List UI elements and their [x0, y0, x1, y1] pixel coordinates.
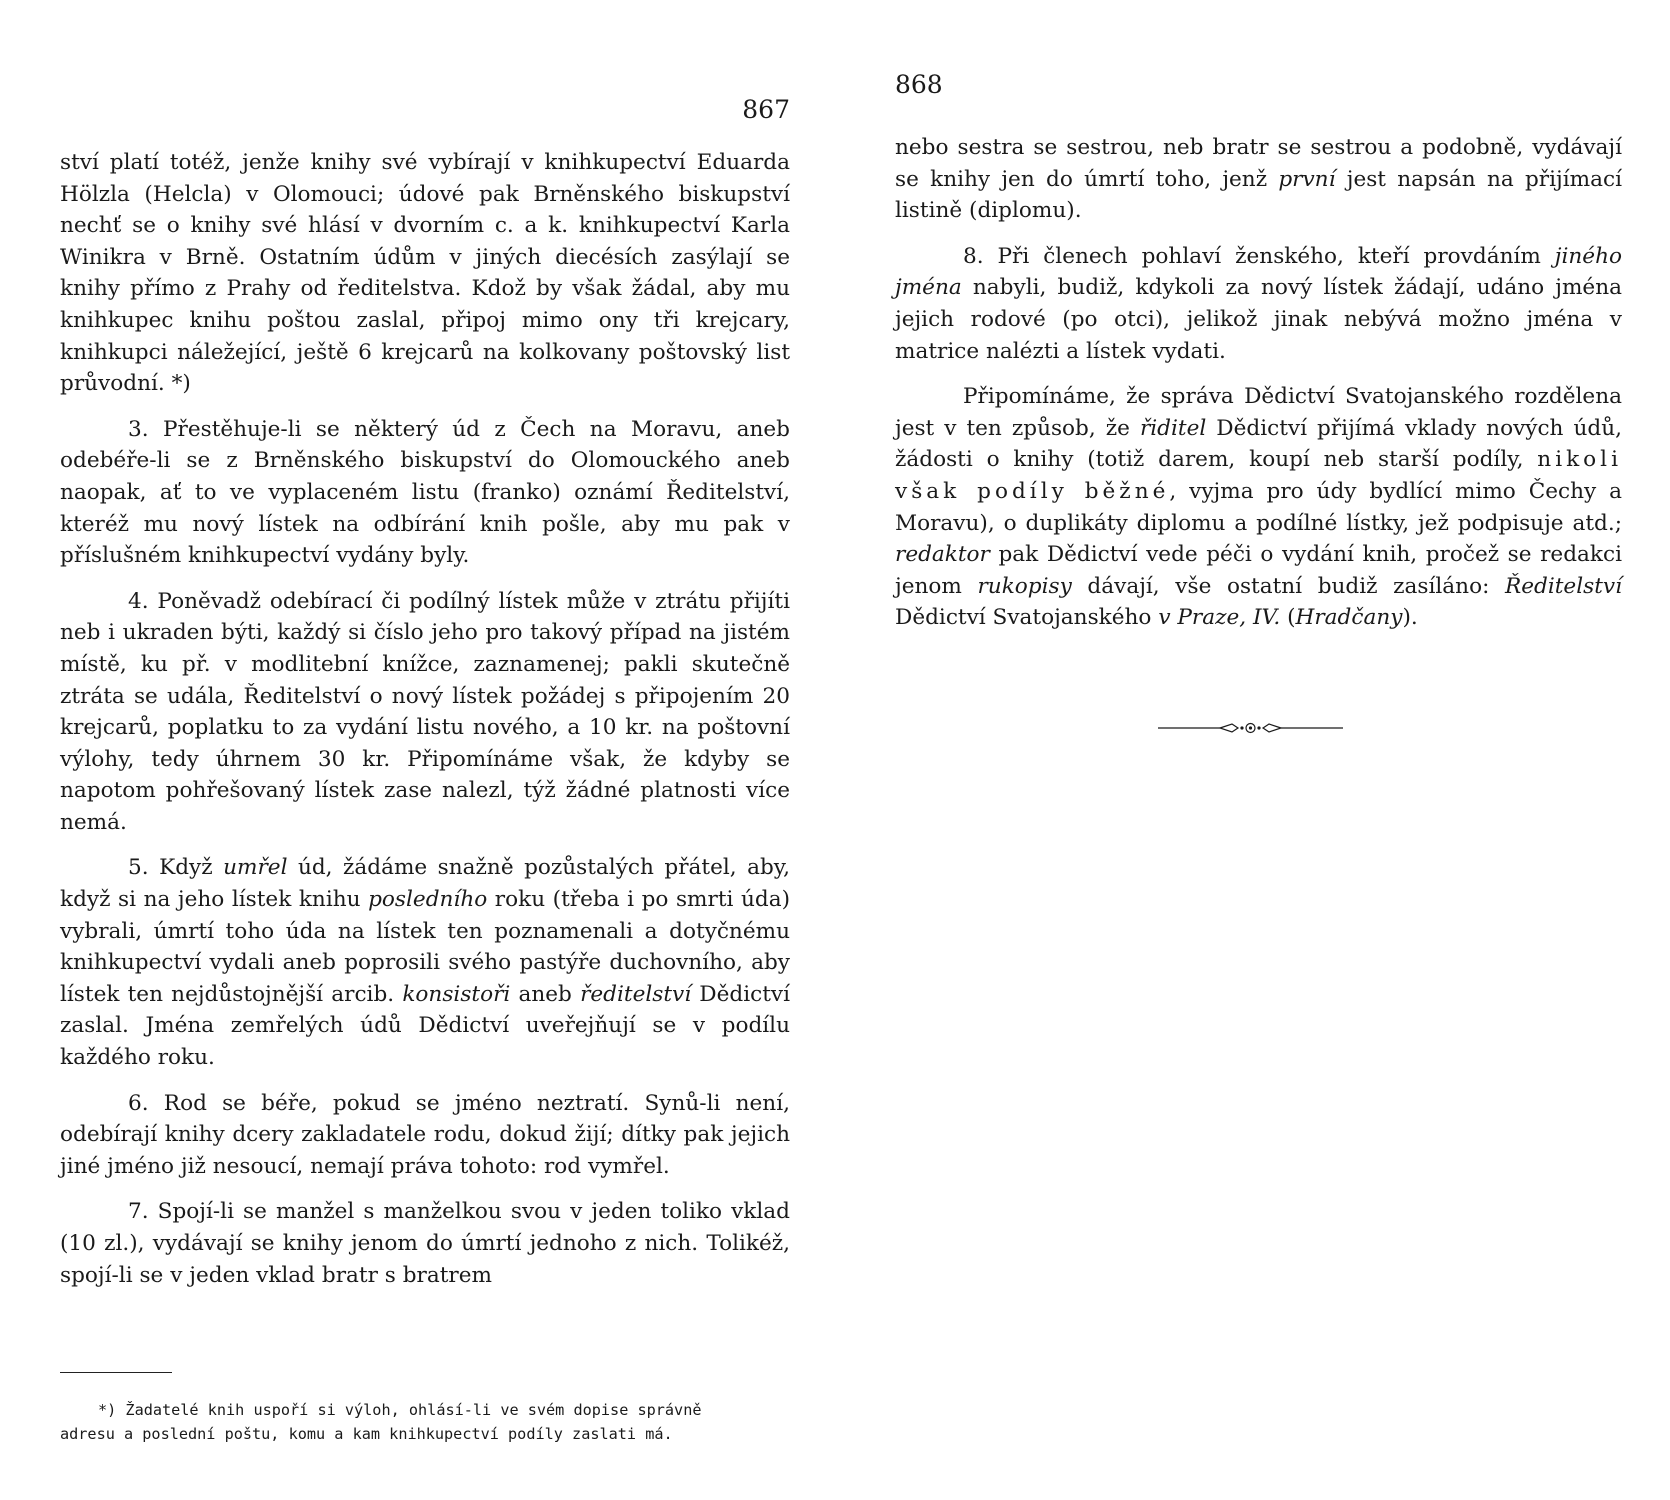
- text-run: nabyli, budiž, kdykoli za nový lístek žádají, udáno jména jejich rodové (po otci), jelikož jinak nebývá možno jména v matrice nalézti a lístek vydati.: [895, 275, 1622, 364]
- text-run: pak Dědictví vede péči o vydání knih, pročež se redakci jenom: [895, 542, 1622, 599]
- page-number-left: 867: [742, 95, 790, 124]
- footnote: [60, 1398, 800, 1446]
- text-run: Dědictví Svatojanského: [895, 605, 1159, 631]
- italic-run: redaktor: [895, 542, 990, 568]
- text-run: úd, žádáme snažně pozůstalých přátel, aby, když si na jeho lístek knihu: [60, 855, 790, 913]
- italic-run: Hradčany: [1295, 605, 1403, 631]
- text-run: ).: [1402, 605, 1418, 631]
- italic-run: v Praze, IV.: [1158, 605, 1281, 631]
- text-run: 8. Při členech pohlaví ženského, kteří provdáním: [963, 243, 1555, 269]
- right-column: [895, 132, 1622, 648]
- text-run: 5. Když: [128, 855, 224, 881]
- spaced-run: nikoli však podíly běžné: [895, 447, 1622, 504]
- paragraph-3: 3. Přestěhuje-li se některý úd z Čech na Moravu, aneb odebéře-li se z Brněnského biskupství do Olomouckého aneb naopak, ať to ve vyplaceném listu (franko) oznámí Ředitelství, kteréž mu nový lístek na odbírání knih pošle, aby mu pak v příslušném knihkupectví vydány byly.: [60, 416, 790, 569]
- text-run: aneb: [510, 981, 581, 1007]
- italic-run: posledního: [368, 887, 488, 913]
- text-run: , vyjma pro údy bydlící mimo Čechy a Moravu), o duplikáty diplomu a podílné lístky, jež podpisuje atd.;: [895, 478, 1622, 536]
- italic-run: jiného jména: [895, 243, 1622, 301]
- text-run: jest napsán na přijímací listině (diplomu).: [895, 166, 1622, 224]
- paragraph-4: 4. Poněvadž odebírací či podílný lístek může v ztrátu přijíti neb i ukraden býti, každý si číslo jeho pro takový případ na jistém místě, ku př. v modlitební knížce, zaznamenej; pakli skutečně ztráta se udála, Ředitelství o nový lístek požádej s připojením 20 krejcarů, poplatku to za vydání listu nového, a 10 kr. na poštovní výlohy, tedy úhrnem 30 kr. Připomínáme však, že kdyby se napotom pohřešovaný lístek zase nalezl, týž žádné platnosti více nemá.: [60, 588, 790, 835]
- italic-run: konsistoři: [402, 981, 511, 1007]
- footnote-line-2: adresu a poslední poštu, komu a kam knihkupectví podíly zaslati má.: [60, 1425, 673, 1443]
- text-run: nebo sestra se sestrou, neb bratr se sestrou a podobně, vydávají se knihy jen do úmrtí toho, jenž: [895, 135, 1622, 192]
- text-run: Dědictví zaslal. Jména zemřelých údů Dědictví uveřejňují se v podílu každého roku.: [60, 981, 791, 1071]
- footnote-line-1: *) Žadatelé knih uspoří si výloh, ohlásí-li ve svém dopise správně: [98, 1401, 702, 1419]
- page-number-right: 868: [895, 70, 943, 99]
- text-run: (: [1280, 605, 1296, 631]
- paragraph-note: [895, 381, 1622, 634]
- italic-run: první: [1278, 166, 1336, 192]
- text-run: Dědictví přijímá vklady nových údů, žádosti o knihy (totiž darem, koupí neb starší podíly,: [895, 415, 1622, 473]
- paragraph-continuation-right: [895, 132, 1622, 227]
- italic-run: řiditel: [1139, 415, 1207, 441]
- italic-run: ředitelství: [580, 981, 692, 1007]
- paragraph-6: 6. Rod se béře, pokud se jméno neztratí. Synů-li není, odebírají knihy dcery zakladatele rodu, dokud žijí; dítky pak jejich jiné jméno již nesoucí, nemají práva tohoto: rod vymřel.: [60, 1090, 790, 1179]
- italic-run: rukopisy: [977, 573, 1072, 599]
- text-run: dávají, vše ostatní budiž zasíláno:: [1071, 573, 1505, 599]
- paragraph-continuation: ství platí totéž, jenže knihy své vybírají v knihkupectví Eduarda Hölzla (Helcla) v Olomouci; údové pak Brněnského biskupství nechť se o knihy své hlásí v dvorním c. a k. knihkupectví Karla Winikra v Brně. Ostatním údům v jiných diecésích zasýlají se knihy přímo z Prahy od ředitelstva. Kdož by však žádal, aby mu knihkupec knihu poštou zaslal, připoj mimo ony tři krejcary, knihkupci náležející, ještě 6 krejcarů na kolkovany poštovský list průvodní. *): [60, 150, 790, 397]
- italic-run: Ředitelství: [1504, 573, 1622, 599]
- italic-run: umřel: [223, 855, 288, 881]
- text-run: roku (třeba i po smrti úda) vybrali, úmrtí toho úda na lístek ten poznamenali a dotyčnému knihkupectví vydali aneb poprosili svého pastýře duchovního, aby lístek ten nejdůstojnější arcib.: [60, 887, 791, 1007]
- paragraph-8: [895, 241, 1622, 367]
- text-run: Připomínáme, že správa Dědictví Svatojanského rozdělena jest v ten způsob, že: [895, 384, 1622, 441]
- footnote-rule: [60, 1372, 172, 1373]
- fleuron-divider-icon: [1158, 722, 1343, 734]
- left-column: [60, 147, 790, 1305]
- paragraph-7: 7. Spojí-li se manžel s manželkou svou v jeden toliko vklad (10 zl.), vydávají se knihy jenom do úmrtí jednoho z nich. Tolikéž, spojí-li se v jeden vklad bratr s bratrem: [60, 1199, 790, 1288]
- paragraph-5: [60, 852, 790, 1073]
